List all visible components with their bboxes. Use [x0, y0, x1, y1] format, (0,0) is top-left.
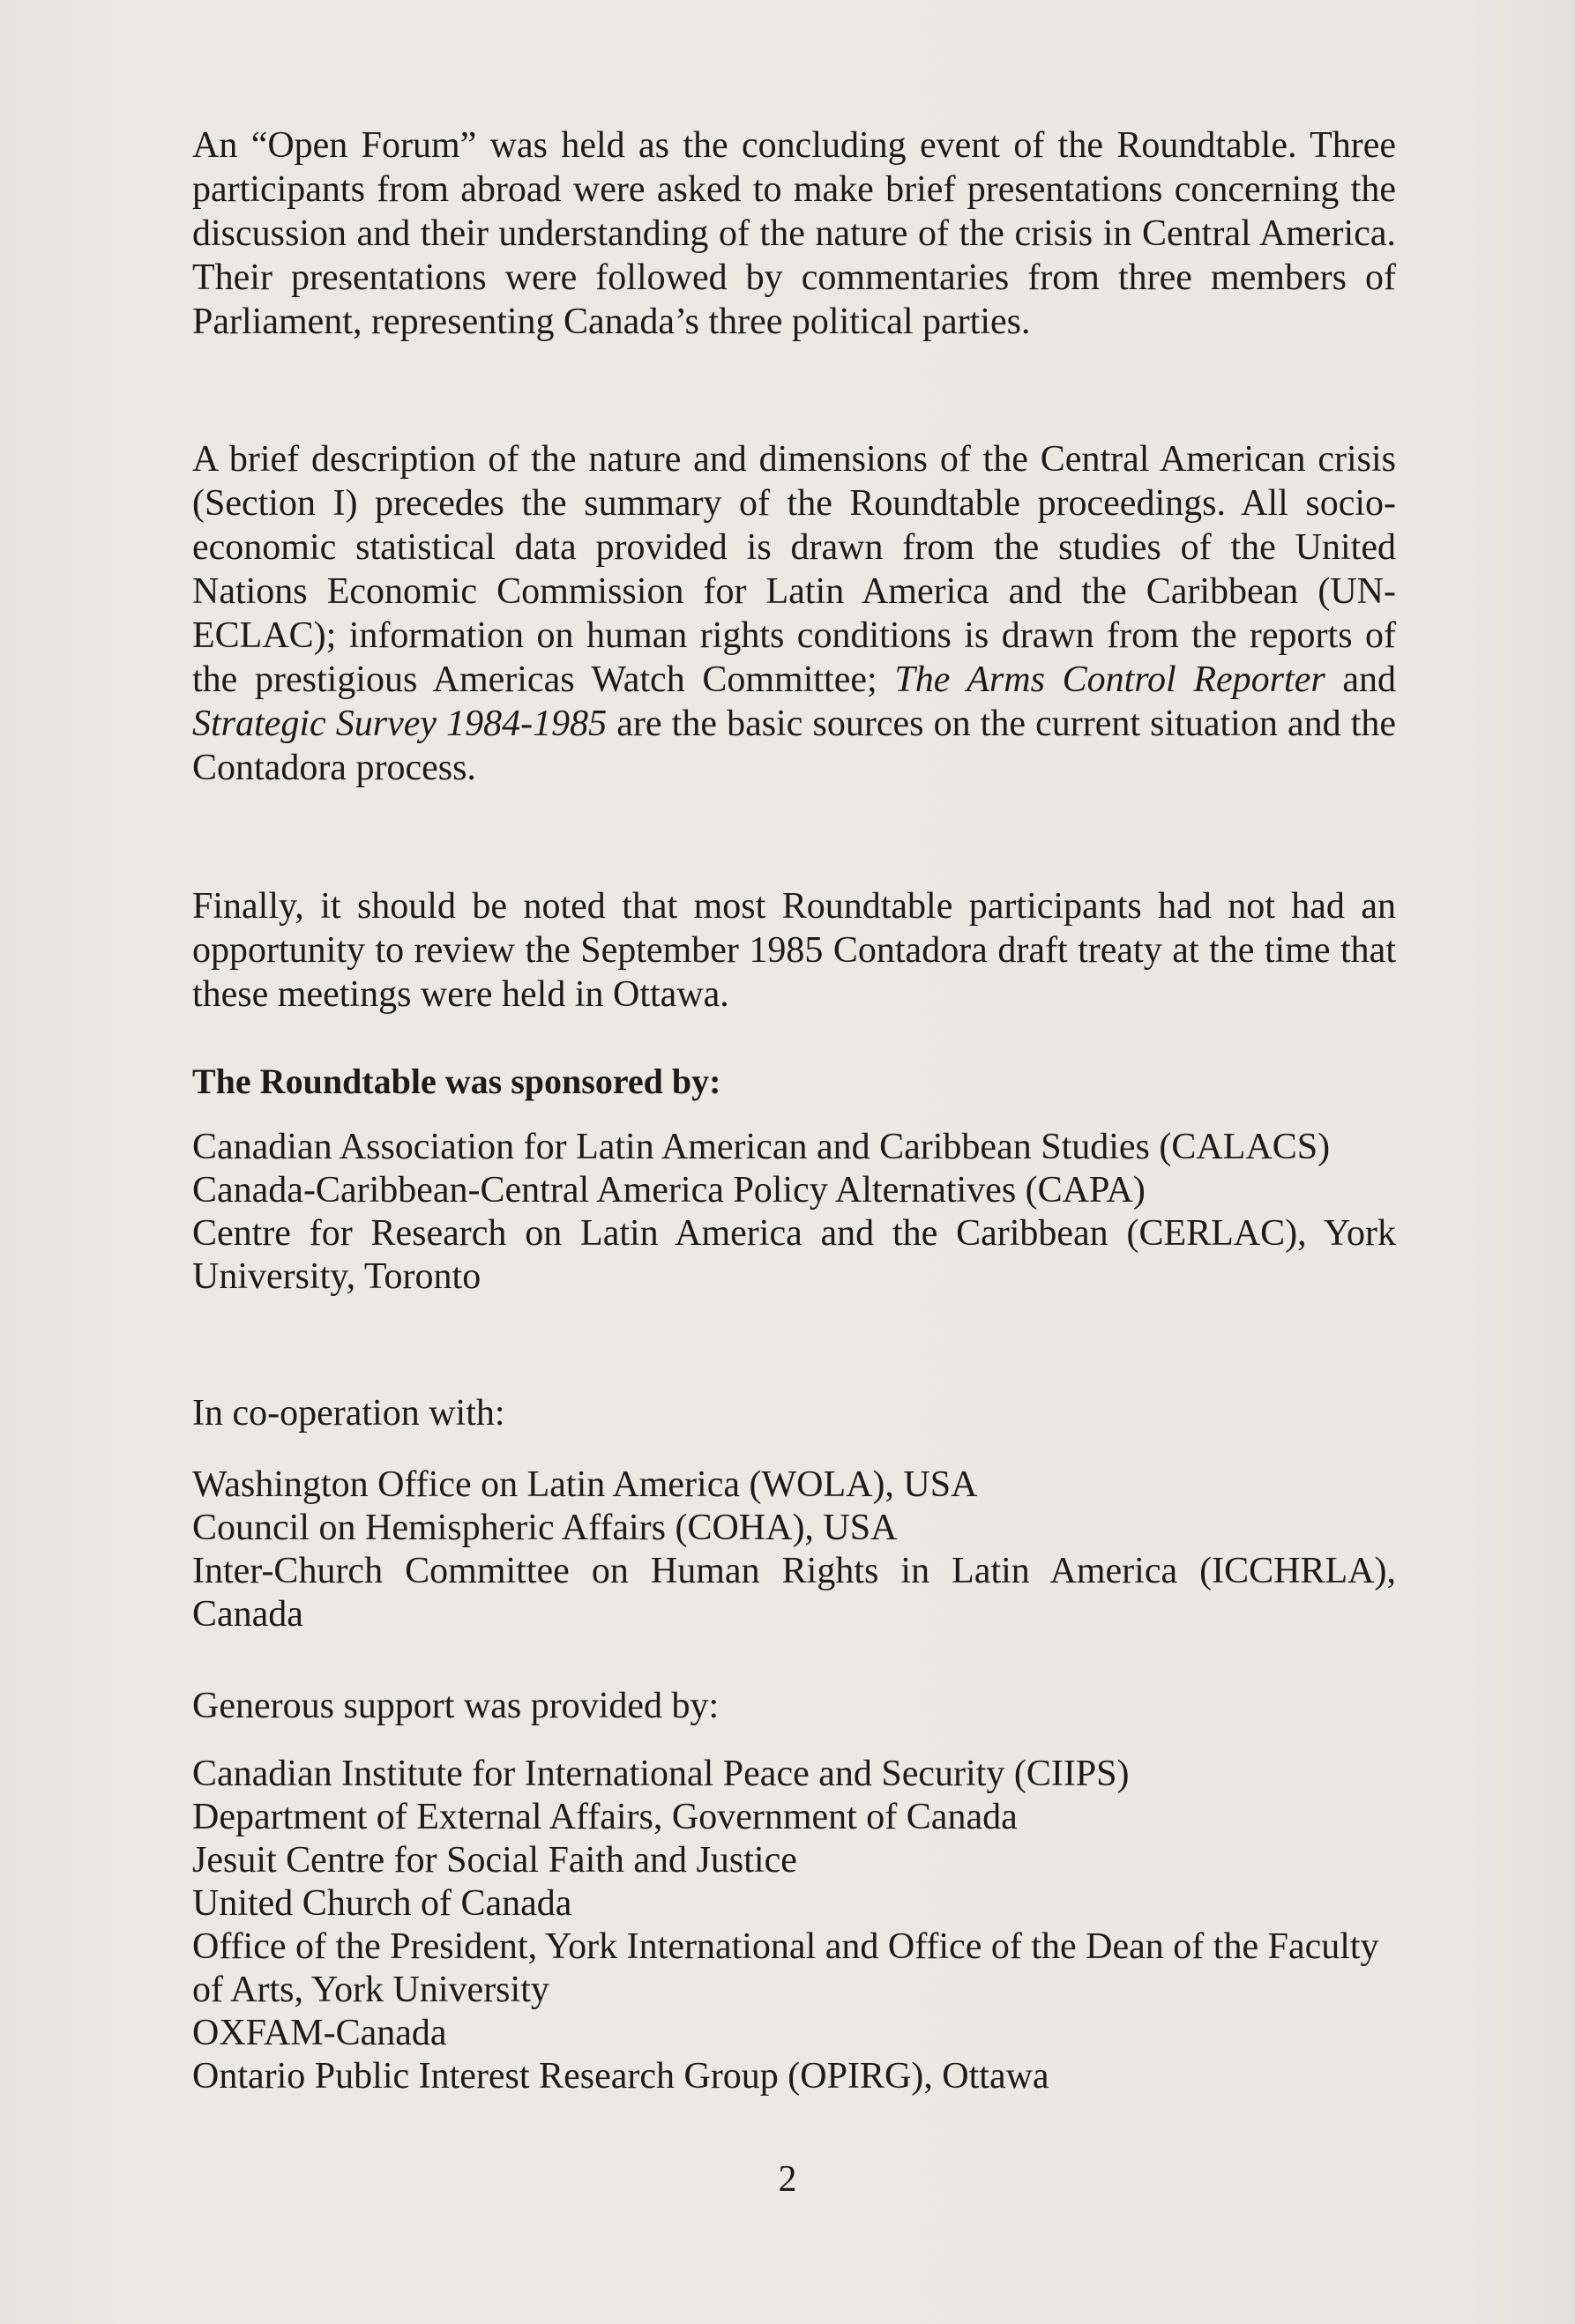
cooperation-item: Council on Hemispheric Affairs (COHA), USA [192, 1508, 898, 1548]
description-and: and [1325, 659, 1396, 700]
support-item: Canadian Institute for International Peace and Security (CIIPS) [192, 1754, 1130, 1794]
sponsors-list [192, 1126, 1396, 1299]
crisis-description-paragraph [192, 437, 1396, 790]
sponsor-item: Canadian Association for Latin American and Caribbean Studies (CALACS) [192, 1127, 1331, 1167]
support-item: Jesuit Centre for Social Faith and Justice [192, 1840, 797, 1881]
support-item: Office of the President, York International and Office of the Dean of the Faculty of Arts, York University [192, 1926, 1379, 2010]
support-item: OXFAM-Canada [192, 2013, 447, 2053]
support-list [192, 1753, 1396, 2098]
description-text: A brief description of the nature and dimensions of the Central American crisis (Section I) precedes the summary of the Roundtable proceedings. All socio-economic statistical data provided is drawn from the studies of the United Nations Economic Commission for Latin America and the Caribbean (UN-ECLAC); information on human rights conditions is drawn from the reports of the prestigious Americas Watch Committee; [192, 439, 1396, 700]
support-label: Generous support was provided by: [192, 1686, 720, 1726]
description-text-end: are the basic sources on the current situation and the Contadora process. [192, 704, 1397, 788]
sponsors-heading: The Roundtable was sponsored by: [192, 1061, 721, 1101]
cooperation-item: Washington Office on Latin America (WOLA), USA [192, 1464, 978, 1505]
support-item: Ontario Public Interest Research Group (OPIRG), Ottawa [192, 2056, 1049, 2097]
sponsor-item: Canada-Caribbean-Central America Policy Alternatives (CAPA) [192, 1170, 1146, 1210]
cooperation-item: Inter-Church Committee on Human Rights in Latin America (ICCHRLA), Canada [192, 1551, 1396, 1635]
support-item: Department of External Affairs, Government of Canada [192, 1797, 1018, 1837]
cooperation-label: In co-operation with: [192, 1393, 505, 1434]
page-number: 2 [778, 2159, 797, 2200]
strategic-survey-title: Strategic Survey 1984-1985 [192, 704, 608, 744]
support-item: United Church of Canada [192, 1883, 572, 1924]
finally-paragraph: Finally, it should be noted that most Roundtable participants had not had an opportunity to review the September 1985 Contadora draft treaty at the time that these meetings were held in Ottawa. [192, 886, 1396, 1015]
open-forum-paragraph: An “Open Forum” was held as the concluding event of the Roundtable. Three participants from abroad were asked to make brief presentations concerning the discussion and their understanding of the nature of the crisis in Central America. Their presentations were followed by commentaries from three members of Parliament, representing Canada’s three political parties. [192, 125, 1396, 342]
sponsor-item: Centre for Research on Latin America and the Caribbean (CERLAC), York University, Toronto [192, 1213, 1396, 1297]
cooperation-list [192, 1464, 1396, 1636]
arms-control-reporter-title: The Arms Control Reporter [894, 659, 1325, 700]
